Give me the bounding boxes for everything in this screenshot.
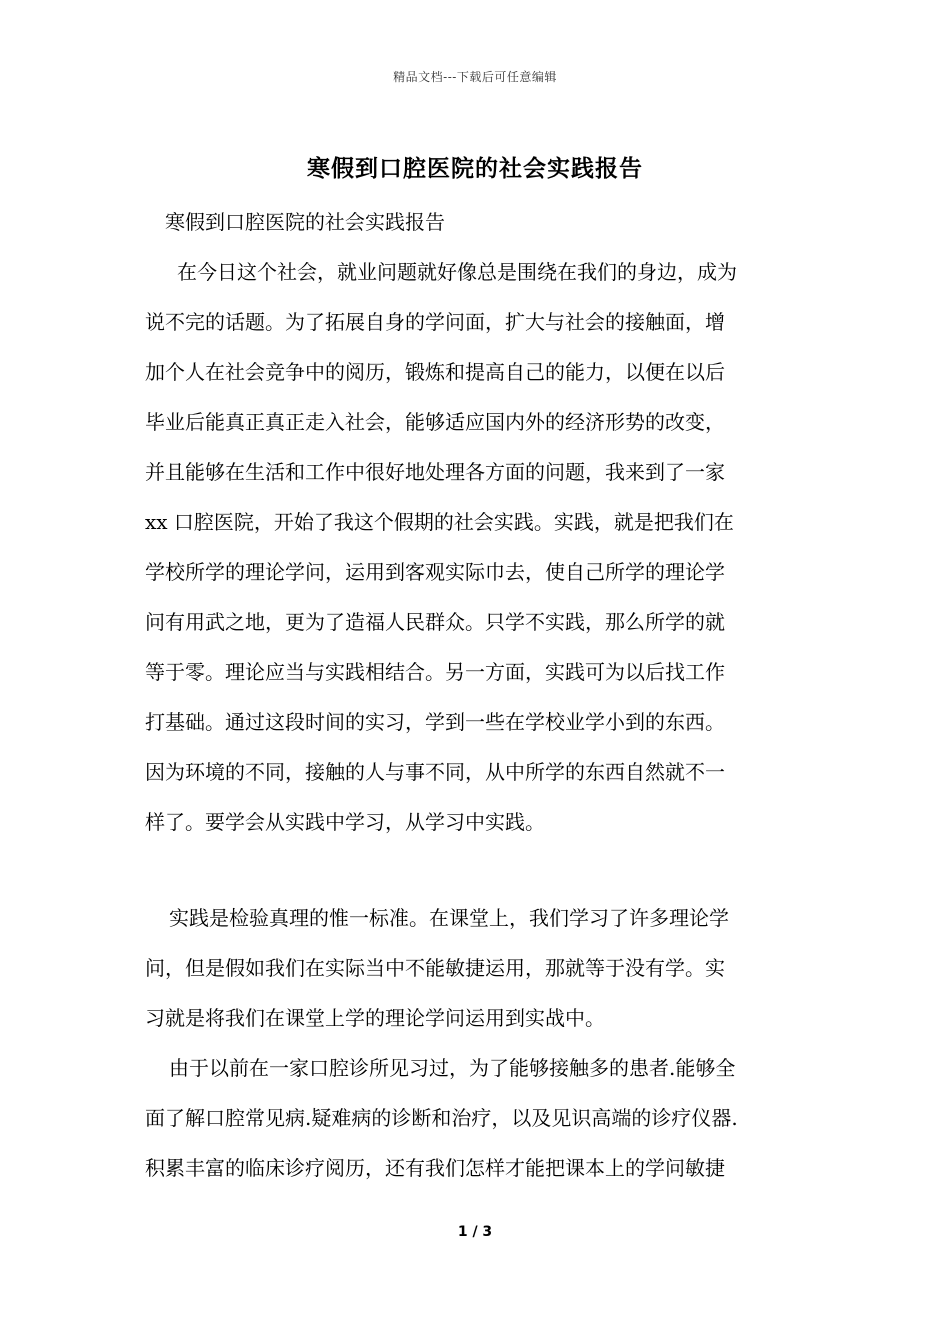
paragraph-line: 加个人在社会竞争中的阅历，锻炼和提高自己的能力，以便在以后 xyxy=(145,360,725,384)
paragraph-line: 习就是将我们在课堂上学的理论学问运用到实战中。 xyxy=(145,1006,605,1030)
paragraph-line: 打基础。通过这段时间的实习，学到一些在学校业学小到的东西。 xyxy=(145,710,725,734)
paragraph-line: 学校所学的理论学问，运用到客观实际巾去，使自己所学的理论学 xyxy=(145,560,725,584)
page-number: 1 / 3 xyxy=(457,1224,493,1240)
paragraph-1 xyxy=(145,247,807,847)
header-note: 精品文档---下载后可任意编辑 xyxy=(393,70,557,84)
paragraph-line: 由于以前在一家口腔诊所见习过，为了能够接触多的患者.能够全 xyxy=(169,1056,736,1080)
document-subtitle: 寒假到口腔医院的社会实践报告 xyxy=(165,210,445,234)
paragraph-line: 样了。要学会从实践中学习，从学习中实践。 xyxy=(145,810,545,834)
paragraph-line: 问，但是假如我们在实际当中不能敏捷运用，那就等于没有学。实 xyxy=(145,956,725,980)
paragraph-line: 因为环境的不同，接触的人与事不同，从中所学的东西自然就不一 xyxy=(145,760,725,784)
paragraph-line: 实践是检验真理的惟一标准。在课堂上，我们学习了许多理论学 xyxy=(169,906,729,930)
paragraph-line: 并且能够在生活和工作中很好地处理各方面的问题，我来到了一家 xyxy=(145,460,725,484)
paragraph-line: 说不完的话题。为了拓展自身的学问面，扩大与社会的接触面，增 xyxy=(145,310,725,334)
paragraph-line: 面了解口腔常见病.疑难病的诊断和治疗，以及见识高端的诊疗仪器. xyxy=(145,1106,738,1130)
paragraph-line: 积累丰富的临床诊疗阅历，还有我们怎样才能把课本上的学问敏捷 xyxy=(145,1156,725,1180)
paragraph-line: 问有用武之地，更为了造福人民群众。只学不实践，那么所学的就 xyxy=(145,610,725,634)
paragraph-2 xyxy=(145,893,807,1043)
paragraph-line: 等于零。理论应当与实践相结合。另一方面，实践可为以后找工作 xyxy=(145,660,725,684)
paragraph-line: 毕业后能真正真正走入社会，能够适应国内外的经济形势的改变， xyxy=(145,410,725,434)
paragraph-line: 在今日这个社会，就业问题就好像总是围绕在我们的身边，成为 xyxy=(177,260,737,284)
paragraph-3 xyxy=(145,1043,807,1193)
document-title: 寒假到口腔医院的社会实践报告 xyxy=(307,155,643,182)
paragraph-line: xx 口腔医院，开始了我这个假期的社会实践。实践，就是把我们在 xyxy=(145,510,734,534)
